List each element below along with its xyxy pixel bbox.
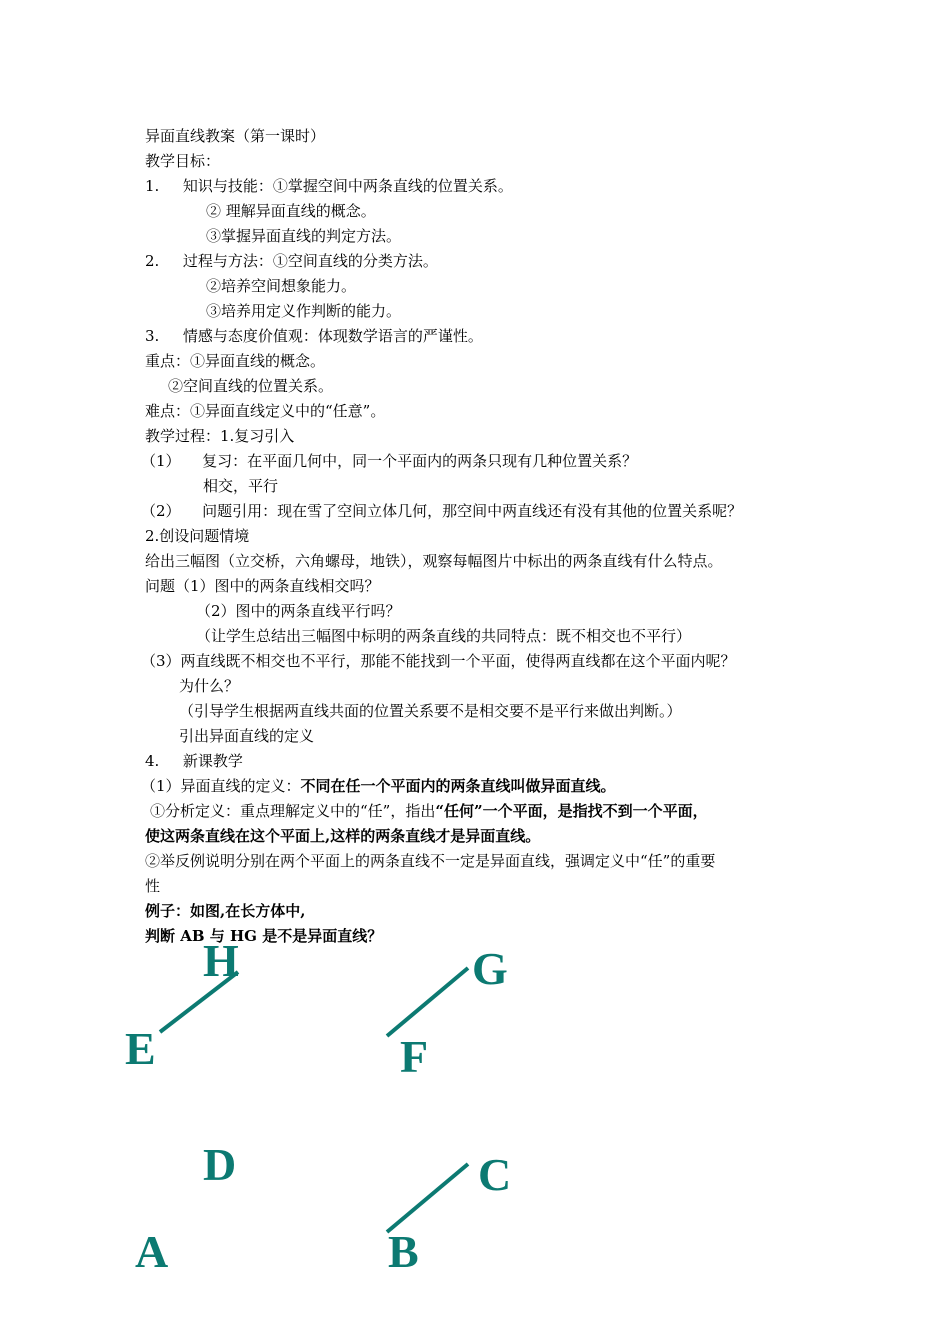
objective-2-text: 过程与方法：①空间直线的分类方法。 [182,252,438,270]
review-item [141,449,637,474]
objective-3-number: 3. [145,327,160,345]
objective-2 [145,249,438,274]
objective-1b: ② 理解异面直线的概念。 [206,202,376,220]
analyze-text: ①分析定义：重点理解定义中的“任”，指出 [150,802,436,820]
section-4 [145,749,243,774]
question-text: 问题引用：现在雪了空间立体几何，那空间中两直线还有没有其他的位置关系呢？ [202,502,743,520]
objective-1 [145,174,513,199]
analyze-emphasis: “任何”一个平面，是指找不到一个平面， [435,802,708,820]
edge-bc [387,1164,468,1232]
given-figures: 给出三幅图（立交桥，六角螺母，地铁），观察每幅图片中标出的两条直线有什么特点。 [145,552,723,570]
objective-3-text: 情感与态度价值观：体现数学语言的严谨性。 [182,327,483,345]
example-line-1: 例子：如图,在长方体中, [145,902,306,920]
objective-3 [145,324,483,349]
analyze-conclusion: 使这两条直线在这个平面上,这样的两条直线才是异面直线。 [145,827,541,845]
problem-3-lead: 引出异面直线的定义 [179,727,315,745]
label-g: G [472,943,508,994]
objective-1-number: 1. [145,177,160,195]
objectives-heading: 教学目标： [145,152,221,170]
definition-text: 不同在任一个平面内的两条直线叫做异面直线。 [300,777,616,795]
objective-1-text: 知识与技能：①掌握空间中两条直线的位置关系。 [182,177,513,195]
objective-2b: ②培养空间想象能力。 [206,277,357,295]
problem-2: （2）图中的两条直线平行吗？ [196,602,401,620]
cuboid-figure [0,930,950,1344]
label-h: H [203,935,239,986]
problem-2-note: （让学生总结出三幅图中标明的两条直线的共同特点：既不相交也不平行） [196,627,692,645]
analyze-definition [150,799,708,824]
section-2-heading: 2.创设问题情境 [145,527,250,545]
question-number: （2） [141,502,181,520]
definition-label: （1）异面直线的定义： [141,777,301,795]
counter-example-1: ②举反例说明分别在两个平面上的两条直线不一定是异面直线，强调定义中“任”的重要 [145,852,716,870]
label-c: C [478,1149,512,1200]
question-item [141,499,742,524]
edge-fg [387,968,468,1036]
problem-1: 问题（1）图中的两条直线相交吗？ [145,577,380,595]
doc-title: 异面直线教案（第一课时） [145,127,326,145]
label-b: B [388,1226,419,1277]
section-4-text: 新课教学 [182,752,243,770]
label-f: F [400,1031,429,1082]
label-e: E [125,1023,156,1074]
objective-2c: ③培养用定义作判断的能力。 [206,302,402,320]
process-heading: 教学过程：1.复习引入 [145,427,295,445]
label-a: A [135,1226,169,1277]
key-point-1: 重点：①异面直线的概念。 [145,352,326,370]
problem-3: （3）两直线既不相交也不平行，那能不能找到一个平面，使得两直线都在这个平面内呢？ [141,652,736,670]
objective-2-number: 2. [145,252,160,270]
review-answer: 相交，平行 [203,477,279,495]
counter-example-2: 性 [145,877,161,895]
objective-1c: ③掌握异面直线的判定方法。 [206,227,402,245]
problem-3-why: 为什么？ [179,677,240,695]
key-point-2: ②空间直线的位置关系。 [168,377,334,395]
label-d: D [203,1139,237,1190]
review-number: （1） [141,452,181,470]
review-text: 复习：在平面几何中，同一个平面内的两条只现有几种位置关系？ [202,452,638,470]
section-4-number: 4. [145,752,160,770]
difficulty: 难点：①异面直线定义中的“任意”。 [145,402,386,420]
definition [141,774,616,799]
problem-3-note: （引导学生根据两直线共面的位置关系要不是相交要不是平行来做出判断。） [179,702,682,720]
example-line-2: 判断 AB 与 HG 是不是异面直线？ [145,927,383,945]
